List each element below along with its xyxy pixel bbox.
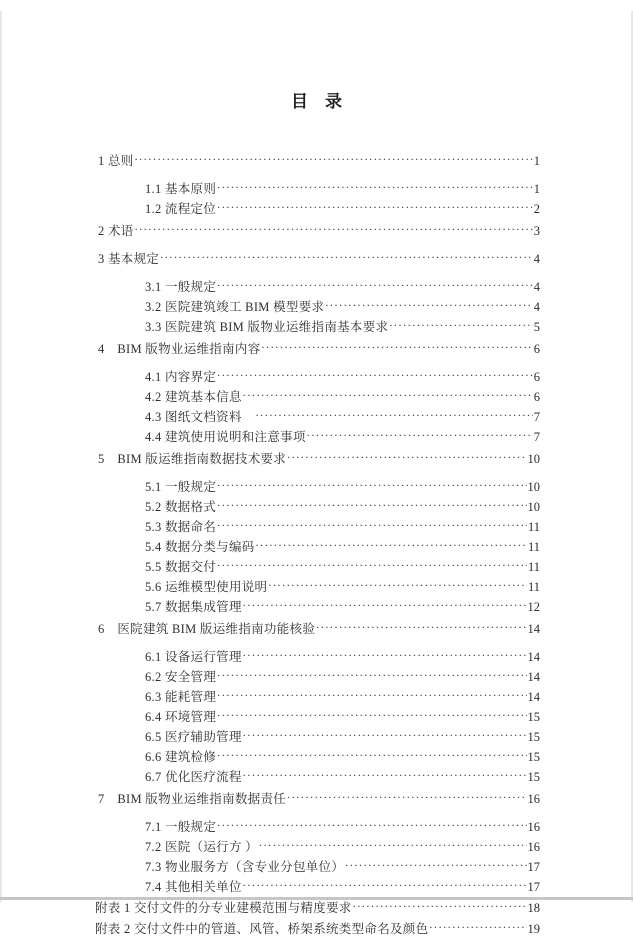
toc-entry-page-number: 15 [527,710,540,725]
toc-entry [93,595,540,615]
dot-leader [217,705,526,721]
toc-entry [93,835,540,855]
toc-entry-page-number: 11 [527,560,540,575]
toc-entry-label: 5 BIM 版运维指南数据技术要求 [98,452,287,467]
toc-entry [93,745,540,765]
toc-entry-label: 4.3 图纸文档资料 [145,410,255,425]
toc-entry-label: 5.1 一般规定 [145,480,217,495]
dot-leader [217,365,533,381]
toc-entry-label: 附表 1 交付文件的分专业建模范围与精度要求 [95,901,352,916]
toc-entry-label: 4.2 建筑基本信息 [145,390,242,405]
dot-leader [345,855,526,871]
scan-bottom-edge [0,897,633,900]
toc-entry-page-number: 16 [527,820,540,835]
toc-entry [93,645,540,665]
toc-entry-label: 7.3 物业服务方（含专业分包单位） [145,860,345,875]
toc-entry-page-number: 1 [533,182,540,197]
table-of-contents [93,149,540,937]
dot-leader [243,595,527,611]
toc-entry [93,149,540,169]
toc-entry-label: 4 BIM 版物业运维指南内容 [98,342,261,357]
toc-entry-label: 4.1 内容界定 [145,370,217,385]
toc-entry-label: 5.2 数据格式 [145,500,217,515]
dot-leader [217,275,533,291]
toc-entry-label: 6.2 安全管理 [145,670,217,685]
toc-entry [93,725,540,745]
toc-entry [93,665,540,685]
dot-leader [217,665,526,681]
dot-leader [217,745,526,761]
toc-entry-page-number: 6 [533,342,540,357]
toc-entry [93,365,540,385]
toc-entry [93,875,540,895]
toc-entry-label: 3.3 医院建筑 BIM 版物业运维指南基本要求 [145,320,389,335]
toc-entry-label: 3.1 一般规定 [145,280,217,295]
toc-entry-page-number: 4 [533,252,540,267]
toc-entry-label: 3.2 医院建筑竣工 BIM 模型要求 [145,300,325,315]
toc-entry [93,247,540,267]
toc-entry [93,219,540,239]
dot-leader [307,425,533,441]
toc-entry [93,575,540,595]
toc-entry-label: 附表 2 交付文件中的管道、风管、桥架系统类型命名及颜色 [95,922,429,937]
toc-entry-page-number: 6 [533,390,540,405]
toc-entry-label: 6.5 医疗辅助管理 [145,730,242,745]
toc-entry-label: 6.7 优化医疗流程 [145,770,242,785]
toc-entry-label: 7.1 一般规定 [145,820,217,835]
toc-entry-page-number: 7 [533,410,540,425]
toc-entry [93,855,540,875]
dot-leader [217,815,526,831]
toc-entry [93,815,540,835]
scan-edge-left [0,11,2,902]
toc-entry-page-number: 1 [533,154,540,169]
toc-entry [93,495,540,515]
toc-entry-page-number: 4 [533,300,540,315]
toc-entry-label: 1.1 基本原则 [145,182,217,197]
toc-entry-page-number: 12 [527,600,540,615]
toc-entry-label: 6.1 设备运行管理 [145,650,242,665]
toc-entry [93,535,540,555]
toc-entry-label: 6.4 环境管理 [145,710,217,725]
toc-entry-page-number: 14 [527,622,540,637]
dot-leader [135,219,533,235]
dot-leader [217,555,527,571]
toc-entry-page-number: 5 [533,320,540,335]
document-page [0,11,633,937]
toc-entry [93,275,540,295]
toc-entry-label: 5.3 数据命名 [145,520,217,535]
toc-entry [93,197,540,217]
dot-leader [256,405,533,421]
toc-entry [93,315,540,335]
dot-leader [316,617,526,633]
dot-leader [217,475,526,491]
toc-entry-page-number: 16 [527,792,540,807]
dot-leader [287,447,526,463]
toc-entry-page-number: 6 [533,370,540,385]
toc-entry-page-number: 15 [527,770,540,785]
toc-entry-page-number: 3 [533,224,540,239]
toc-entry-label: 7.4 其他相关单位 [145,880,242,895]
toc-entry [93,787,540,807]
toc-entry-label: 1.2 流程定位 [145,202,217,217]
toc-entry [93,475,540,495]
toc-entry [93,917,540,937]
toc-entry-page-number: 2 [533,202,540,217]
toc-entry [93,295,540,315]
toc-entry-page-number: 14 [527,690,540,705]
toc-entry-label: 3 基本规定 [98,252,160,267]
toc-entry-label: 5.7 数据集成管理 [145,600,242,615]
toc-entry-label: 5.4 数据分类与编码 [145,540,255,555]
toc-entry-page-number: 17 [527,880,540,895]
toc-entry-page-number: 10 [527,500,540,515]
dot-leader [325,295,532,311]
dot-leader [243,765,527,781]
toc-entry-page-number: 4 [533,280,540,295]
toc-entry [93,337,540,357]
toc-entry-page-number: 14 [527,670,540,685]
dot-leader [256,535,527,551]
toc-entry [93,765,540,785]
dot-leader [262,337,533,353]
toc-entry [93,515,540,535]
toc-entry-page-number: 14 [527,650,540,665]
dot-leader [287,787,526,803]
toc-entry-page-number: 11 [527,520,540,535]
toc-entry-label: 7 BIM 版物业运维指南数据责任 [98,792,287,807]
toc-entry [93,685,540,705]
toc-entry-page-number: 15 [527,750,540,765]
toc-entry [93,555,540,575]
toc-entry-page-number: 10 [527,452,540,467]
dot-leader [160,247,533,263]
toc-entry-label: 6 医院建筑 BIM 版运维指南功能核验 [98,622,316,637]
dot-leader [243,875,527,891]
toc-entry [93,447,540,467]
dot-leader [217,515,527,531]
toc-entry-page-number: 7 [533,430,540,445]
dot-leader [217,495,526,511]
toc-entry [93,705,540,725]
toc-entry-label: 6.6 建筑检修 [145,750,217,765]
toc-entry-label: 6.3 能耗管理 [145,690,217,705]
toc-entry-page-number: 11 [527,580,540,595]
toc-entry-page-number: 10 [527,480,540,495]
dot-leader [389,315,532,331]
toc-entry-label: 5.5 数据交付 [145,560,217,575]
toc-entry-page-number: 15 [527,730,540,745]
toc-entry-page-number: 11 [527,540,540,555]
toc-entry-label: 5.6 运维模型使用说明 [145,580,268,595]
dot-leader [429,917,526,933]
toc-entry [93,425,540,445]
dot-leader [217,177,533,193]
page-title: 目 录 [291,92,342,112]
dot-leader [243,725,527,741]
toc-entry-page-number: 19 [527,922,540,937]
toc-entry [93,405,540,425]
toc-entry-page-number: 16 [527,840,540,855]
dot-leader [268,575,527,591]
toc-entry-label: 2 术语 [98,224,134,239]
dot-leader [135,149,533,165]
toc-entry-label: 7.2 医院（运行方 ） [145,840,258,855]
toc-entry [93,617,540,637]
dot-leader [243,385,533,401]
dot-leader [243,645,527,661]
dot-leader [217,197,533,213]
toc-entry [93,385,540,405]
toc-entry-label: 1 总则 [98,154,134,169]
toc-entry-page-number: 17 [527,860,540,875]
toc-entry-page-number: 18 [527,901,540,916]
toc-entry-label: 4.4 建筑使用说明和注意事项 [145,430,306,445]
dot-leader [259,835,527,851]
toc-entry [93,177,540,197]
dot-leader [217,685,526,701]
